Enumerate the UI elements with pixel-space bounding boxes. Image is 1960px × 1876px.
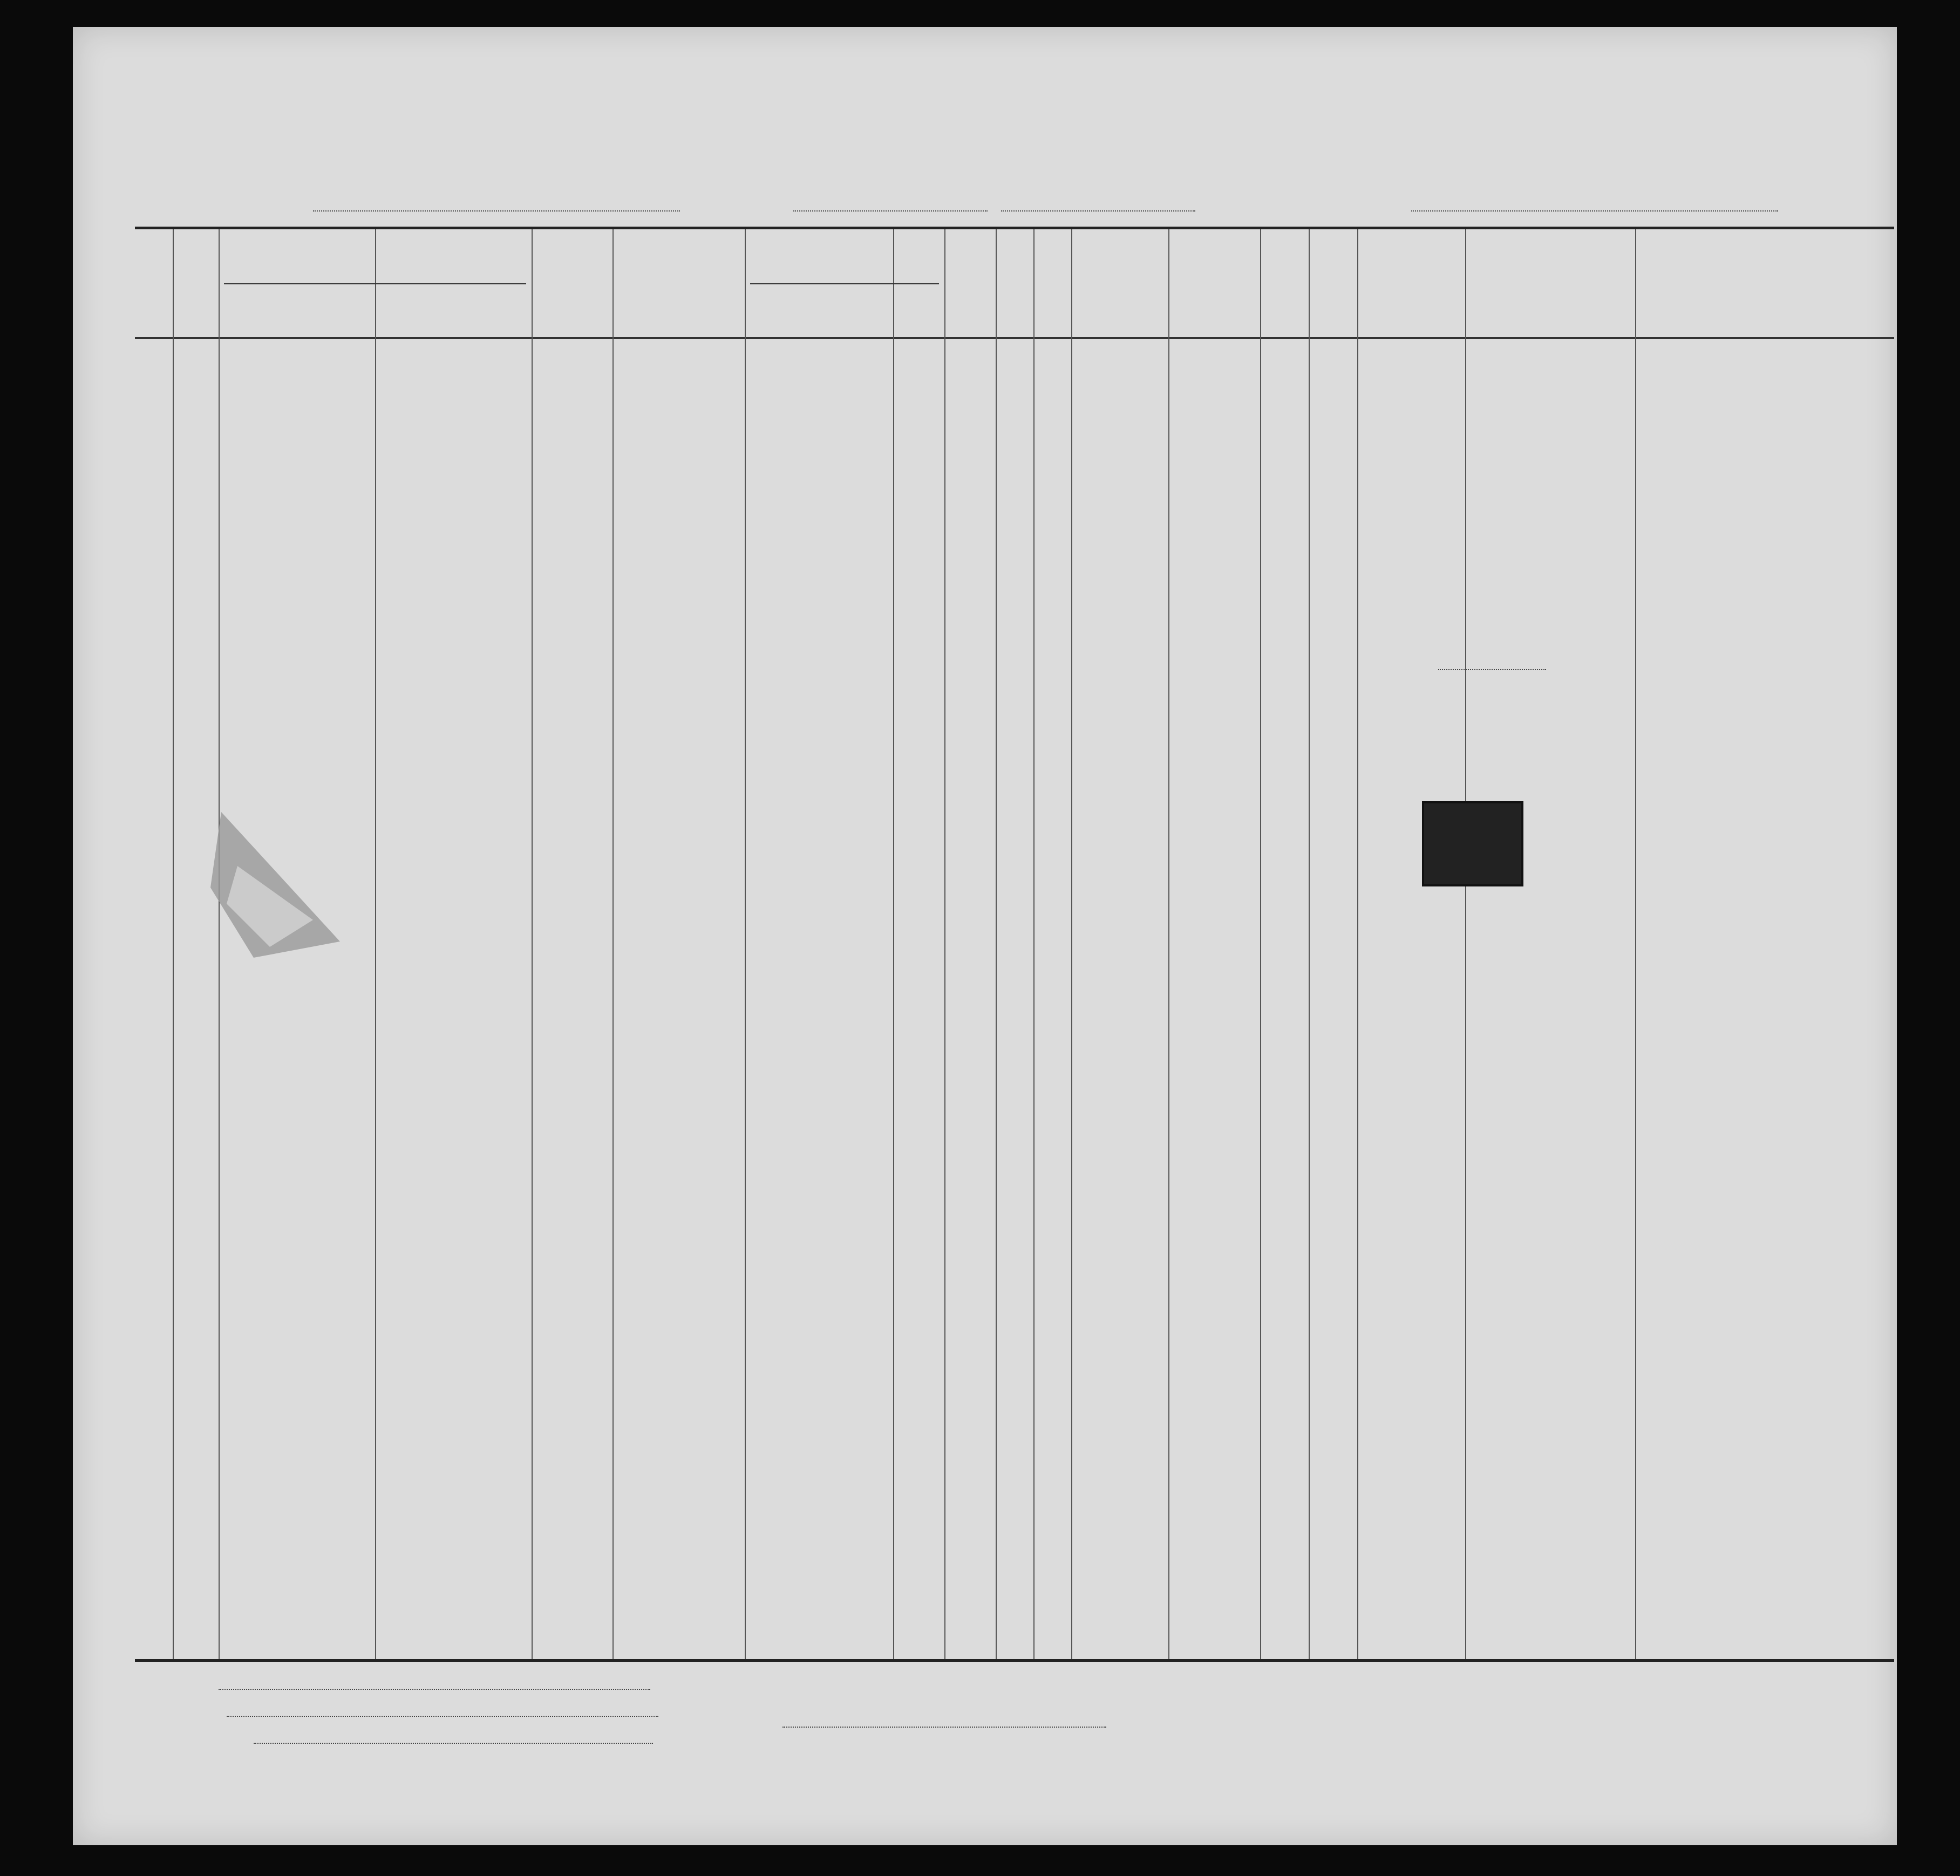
embossed-seal — [189, 726, 437, 974]
port-blank — [1411, 210, 1778, 212]
arriving-blank — [793, 210, 988, 212]
manifest-sheet — [73, 27, 1897, 1845]
fee-stamp — [1422, 801, 1523, 886]
date-blank — [1001, 210, 1195, 212]
vessel-blank — [313, 210, 680, 212]
